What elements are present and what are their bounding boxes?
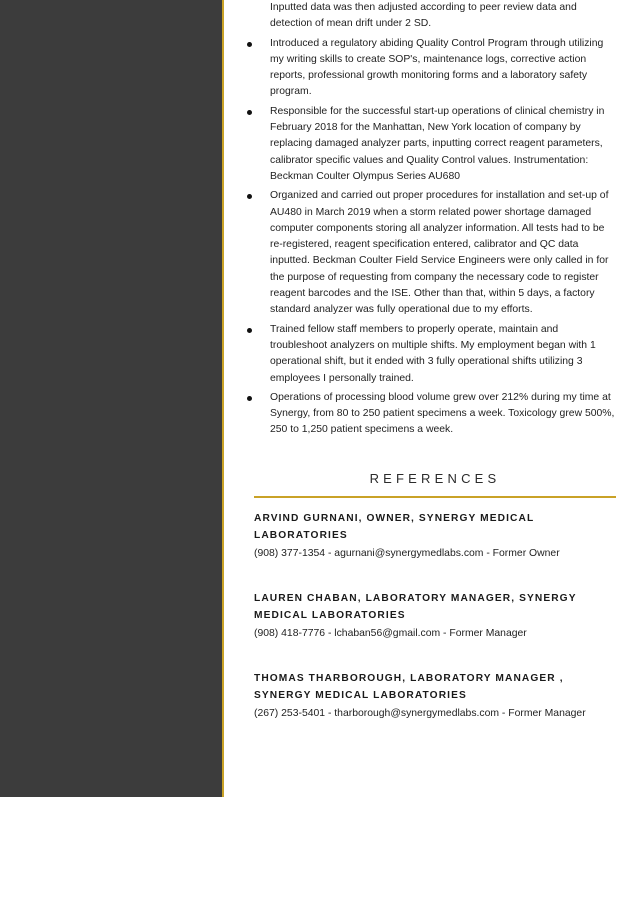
bullet-icon [247, 194, 252, 199]
bullet-icon [247, 396, 252, 401]
bullet-icon [247, 110, 252, 115]
list-item [254, 36, 616, 101]
bullet-text: Operations of processing blood volume grew over 212% during my time at Synergy, from 80 to 250 patient specimens a week. Toxicology grew 500%, 250 to 1,250 patient specimens a week. [270, 391, 615, 436]
list-item [254, 188, 616, 318]
experience-bullet-list [254, 36, 616, 439]
list-item [254, 104, 616, 185]
reference-contact: (267) 253-5401 - tharborough@synergymedlabs.com - Former Manager [254, 707, 586, 719]
references-heading: REFERENCES [254, 471, 616, 498]
list-item [254, 322, 616, 387]
reference-name: LAUREN CHABAN, LABORATORY MANAGER, SYNERGY MEDICAL LABORATORIES [254, 592, 577, 621]
reference-entry [254, 510, 616, 562]
bullet-text: Introduced a regulatory abiding Quality Control Program through utilizing my writing skills to create SOP's, maintenance logs, corrective action reports, professional growth monitoring forms and a laboratory safety program. [270, 37, 604, 98]
experience-intro-text: Inputted data was then adjusted according to peer review data and detection of mean drift under 2 SD. [270, 2, 577, 30]
bullet-text: Organized and carried out proper procedures for installation and set-up of AU480 in March 2019 when a storm related power shortage damaged computer components storing all analyzer information. All tests had to be re-registered, reagent specification entered, calibrator and QC data inputted. Beckman Coulter Field Service Engineers were only called in for the purpose of requesting from company the necessary code to register reagent barcodes and the ISE. Other than that, within 5 days, a factory standard analyzer was fully operational due to my efforts. [270, 190, 609, 316]
reference-name: THOMAS THARBOROUGH, LABORATORY MANAGER , SYNERGY MEDICAL LABORATORIES [254, 672, 564, 701]
list-item [254, 390, 616, 439]
resume-main-column [254, 0, 616, 722]
reference-entry [254, 590, 616, 642]
reference-contact: (908) 377-1354 - agurnani@synergymedlabs.com - Former Owner [254, 547, 560, 559]
bullet-text: Responsible for the successful start-up operations of clinical chemistry in February 2018 for the Manhattan, New York location of company by replacing damaged analyzer parts, inputting correct reagent parameters, calibrator specific values and Quality Control values. Instrumentation: Beckman Coulter Olympus Series AU680 [270, 105, 605, 182]
resume-sidebar [0, 0, 224, 797]
reference-contact: (908) 418-7776 - lchaban56@gmail.com - Former Manager [254, 627, 527, 639]
bullet-icon [247, 42, 252, 47]
reference-name: ARVIND GURNANI, OWNER, SYNERGY MEDICAL LABORATORIES [254, 512, 535, 541]
reference-entry [254, 670, 616, 722]
bullet-text: Trained fellow staff members to properly operate, maintain and troubleshoot analyzers on multiple shifts. My employment began with 1 operational shift, but it ended with 3 fully operational shifts utilizing 3 employees I personally trained. [270, 323, 596, 384]
bullet-icon [247, 328, 252, 333]
